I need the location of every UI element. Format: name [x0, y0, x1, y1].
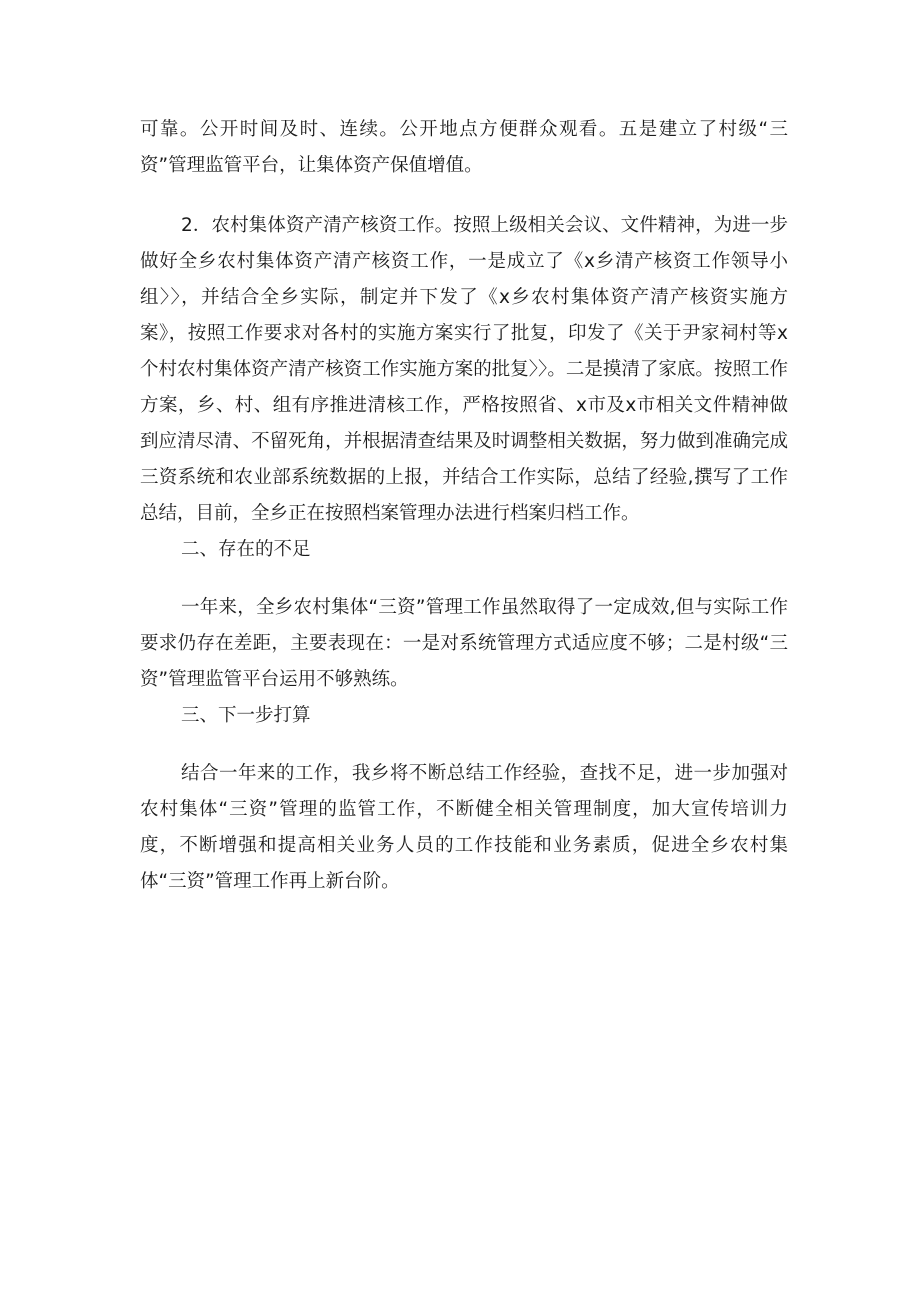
paragraph-continuation: 可靠。公开时间及时、连续。公开地点方便群众观看。五是建立了村级“三资”管理监管平台，让集体资产保值增值。 — [140, 119, 788, 176]
section-heading-shortcomings: 二、存在的不足 — [181, 539, 311, 560]
section-heading-next-steps: 三、下一步打算 — [181, 705, 311, 726]
paragraph-shortcomings: 一年来，全乡农村集体“三资”管理工作虽然取得了一定成效,但与实际工作要求仍存在差距，主要表现在：一是对系统管理方式适应度不够；二是村级“三资”管理监管平台运用不够熟练。 — [140, 597, 788, 690]
document-page — [140, 112, 788, 900]
paragraph-item-2: 2．农村集体资产清产核资工作。按照上级相关会议、文件精神，为进一步做好全乡农村集体资产清产核资工作，一是成立了《x乡清产核资工作领导小组〉〉，并结合全乡实际，制定并下发了《x乡农村集体资产清产核资实施方案》，按照工作要求对各村的实施方案实行了批复，印发了《关于尹家祠村等x个村农村集体资产清产核资工作实施方案的批复〉〉。二是摸清了家底。按照工作方案，乡、村、组有序推进清核工作，严格按照省、x市及x市相关文件精神做到应清尽清、不留死角，并根据清查结果及时调整相关数据，努力做到准确完成三资系统和农业部系统数据的上报，并结合工作实际，总结了经验,撰写了工作总结，目前，全乡正在按照档案管理办法进行档案归档工作。 — [140, 215, 788, 524]
paragraph-next-steps: 结合一年来的工作，我乡将不断总结工作经验，查找不足，进一步加强对农村集体“三资”管理的监管工作，不断健全相关管理制度，加大宣传培训力度，不断增强和提高相关业务人员的工作技能和业务素质，促进全乡农村集体“三资”管理工作再上新台阶。 — [140, 763, 788, 892]
